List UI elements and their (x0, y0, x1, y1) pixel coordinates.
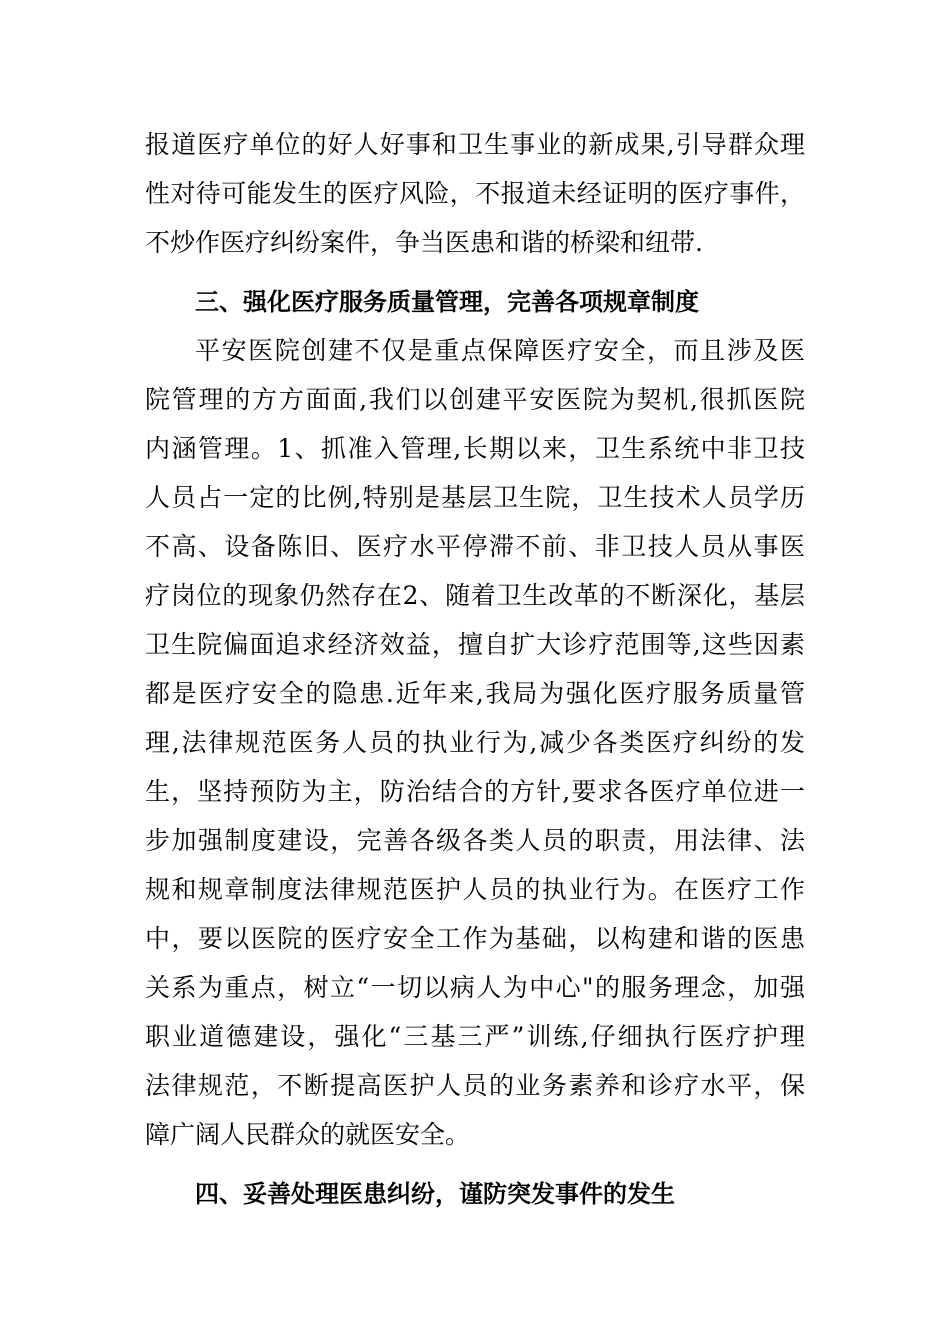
paragraph-line: 关系为重点，树立“一切以病人为中心"的服务理念，加强 (145, 973, 805, 1002)
paragraph-line: 不炒作医疗纠纷案件，争当医患和谐的桥梁和纽带. (145, 228, 703, 257)
paragraph-line: 法律规范，不断提高医护人员的业务素养和诊疗水平，保 (145, 1071, 805, 1100)
paragraph-line: 人员占一定的比例,特别是基层卫生院，卫生技术人员学历 (145, 483, 805, 512)
paragraph-line: 内涵管理。1、抓准入管理,长期以来，卫生系统中非卫技 (145, 434, 805, 463)
section-heading: 三、强化医疗服务质量管理，完善各项规章制度 (195, 288, 699, 316)
paragraph-line: 中，要以医院的医疗安全工作为基础，以构建和谐的医患 (145, 924, 805, 953)
paragraph-line: 不高、设备陈旧、医疗水平停滞不前、非卫技人员从事医 (145, 532, 805, 561)
paragraph-line: 卫生院偏面追求经济效益，擅自扩大诊疗范围等,这些因素 (145, 630, 805, 659)
paragraph-line: 性对待可能发生的医疗风险，不报道未经证明的医疗事件， (145, 179, 805, 208)
paragraph-line: 障广阔人民群众的就医安全。 (145, 1120, 471, 1149)
paragraph-line: 疗岗位的现象仍然存在2、随着卫生改革的不断深化，基层 (145, 581, 805, 610)
paragraph-line: 步加强制度建设，完善各级各类人员的职责，用法律、法 (145, 826, 805, 855)
paragraph-line: 规和规章制度法律规范医护人员的执业行为。在医疗工作 (145, 875, 805, 904)
paragraph-line: 职业道德建设，强化“三基三严”训练,仔细执行医疗护理 (145, 1022, 805, 1051)
paragraph-line: 理,法律规范医务人员的执业行为,减少各类医疗纠纷的发 (145, 728, 805, 757)
paragraph-line: 生，坚持预防为主，防治结合的方针,要求各医疗单位进一 (145, 777, 805, 806)
paragraph-line: 院管理的方方面面,我们以创建平安医院为契机,很抓医院 (145, 385, 805, 414)
paragraph-line: 平安医院创建不仅是重点保障医疗安全，而且涉及医 (195, 336, 805, 365)
paragraph-line: 报道医疗单位的好人好事和卫生事业的新成果,引导群众理 (145, 130, 805, 159)
section-heading: 四、妥善处理医患纠纷，谨防突发事件的发生 (195, 1180, 675, 1208)
paragraph-line: 都是医疗安全的隐患.近年来,我局为强化医疗服务质量管 (145, 679, 805, 708)
